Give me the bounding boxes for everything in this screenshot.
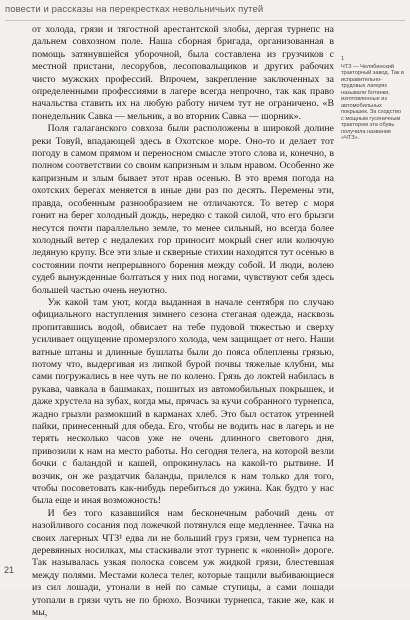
footnote-text: ЧТЗ — Челябинский тракторный завод. Так в исправительно-трудовых лагерях называли ботинки, изготовленные из автомобильных покрышек. За сходство с мощным гусеничным трактором эта обувь получила название «ЧТЗ». <box>341 63 404 141</box>
paragraph-3: Уж какой там уют, когда выданная в начале сентября по случаю официального наступления зимнего сезона стеганая одежда, насквозь пропитавшись водой, обвисает на тебе пудовой тяжестью и сверху усиливает ощущение промерзлого холода, чем защищает от него. Наши ватные штаны и длинные бушлаты были до пояса облеплены грязью, потому что, выдергивая из липкой бурой почвы тяжелые клубни, мы сами погружались в нее чуть не по колено. Грязь до локтей набилась в рукава, чавкала в башмаках, пошитых из автомобильных покрышек, и даже хрустела на зубах, когда мы, прячась за кучи собранного турнепса, жадно грызли размокший в карманах хлеб. Это был остаток утренней пайки, принесенный для обеда. Его, чтобы не водить нас в лагерь и не терять несколько часов уже не очень длинного светового дня, привозили к нам на место работы. Но сегодня телега, на которой везли бочки с баландой и кашей, опрокинулась на какой-то рытвине. И возчик, он же раздатчик баланды, прилелся к нам только для того, чтобы посоветовать как-нибудь перебиться до ужина. Как будто у нас была еще и иная возможность! <box>32 296 334 507</box>
paragraph-1: от холода, грязи и тягостной арестантской злобы, дергая турнепс на дальнем совхозном поле. Наша сборная бригада, организованная в помощь затянувшейся уборочной, была составлена из грузчиков с местной пристани, лесорубов, лесоповальщиков и других рабочих чисто мужских профессий. Впрочем, закрепление заключенных за определенными профессиями в лагере всегда непрочно, так как право начальства ставить их на любую работу ничем тут не ограничено. «В понедельник Савка — мельник, а во вторник Савка — шорник». <box>32 24 334 122</box>
footnote <box>341 56 405 142</box>
running-title: повести и рассказы на перекрестках невольничьих путей <box>5 4 264 15</box>
main-text <box>32 24 334 619</box>
header-rule <box>5 20 405 21</box>
paragraph-2: Поля галаганского совхоза были расположены в широкой долине реки Товуй, впадающей здесь в Охотское море. Оно-то и делает тот погоду в самом прямом и переносном смысле этого слова и, конечно, в полном соответствии со своим капризным и злым нравом. Особенно же капризным и злым бывает этот нрав осенью. В это время погода на охотских берегах меняется в иные дни раз по десять. Перемены эти, правда, особенным разнообразием не отличаются. То ветер с моря гонит на берег холодный дождь, нередко с такой силой, что его брызги несутся почти параллельно земле, то менее сильный, но всегда более холодный ветер с недалеких гор приносит мокрый снег или колючую ледяную крупу. Все эти злые и скверные стихии находятся тут осенью в состоянии почти непрерывного борения между собой. И люди, волею судеб вынужденные болтаться у них под ногами, чувствуют себя здесь большей частью очень неуютно. <box>32 123 334 296</box>
paragraph-4: И без того казавшийся нам бесконечным рабочий день от назойливого сосания под ложечкой потянулся еще медленнее. Тачка на своих лагерных ЧТЗ¹ едва ли не больший груз грязи, чем турнепса на деревянных носилках, мы стаскивали этот турнепс к «конной» дороге. Так называлась узкая полоска совсем уж жидкой грязи, блестевшая между полями. Местами колеса телег, которые тащили выбивающиеся из сил лошади, утонали в ней по самые ступицы, а сами лошади утопали в грязи чуть не по брюхо. Возчики турнепса, такие же, как и мы, <box>32 507 334 619</box>
footnote-marker: 1 <box>341 56 345 62</box>
page-number: 21 <box>4 565 15 575</box>
